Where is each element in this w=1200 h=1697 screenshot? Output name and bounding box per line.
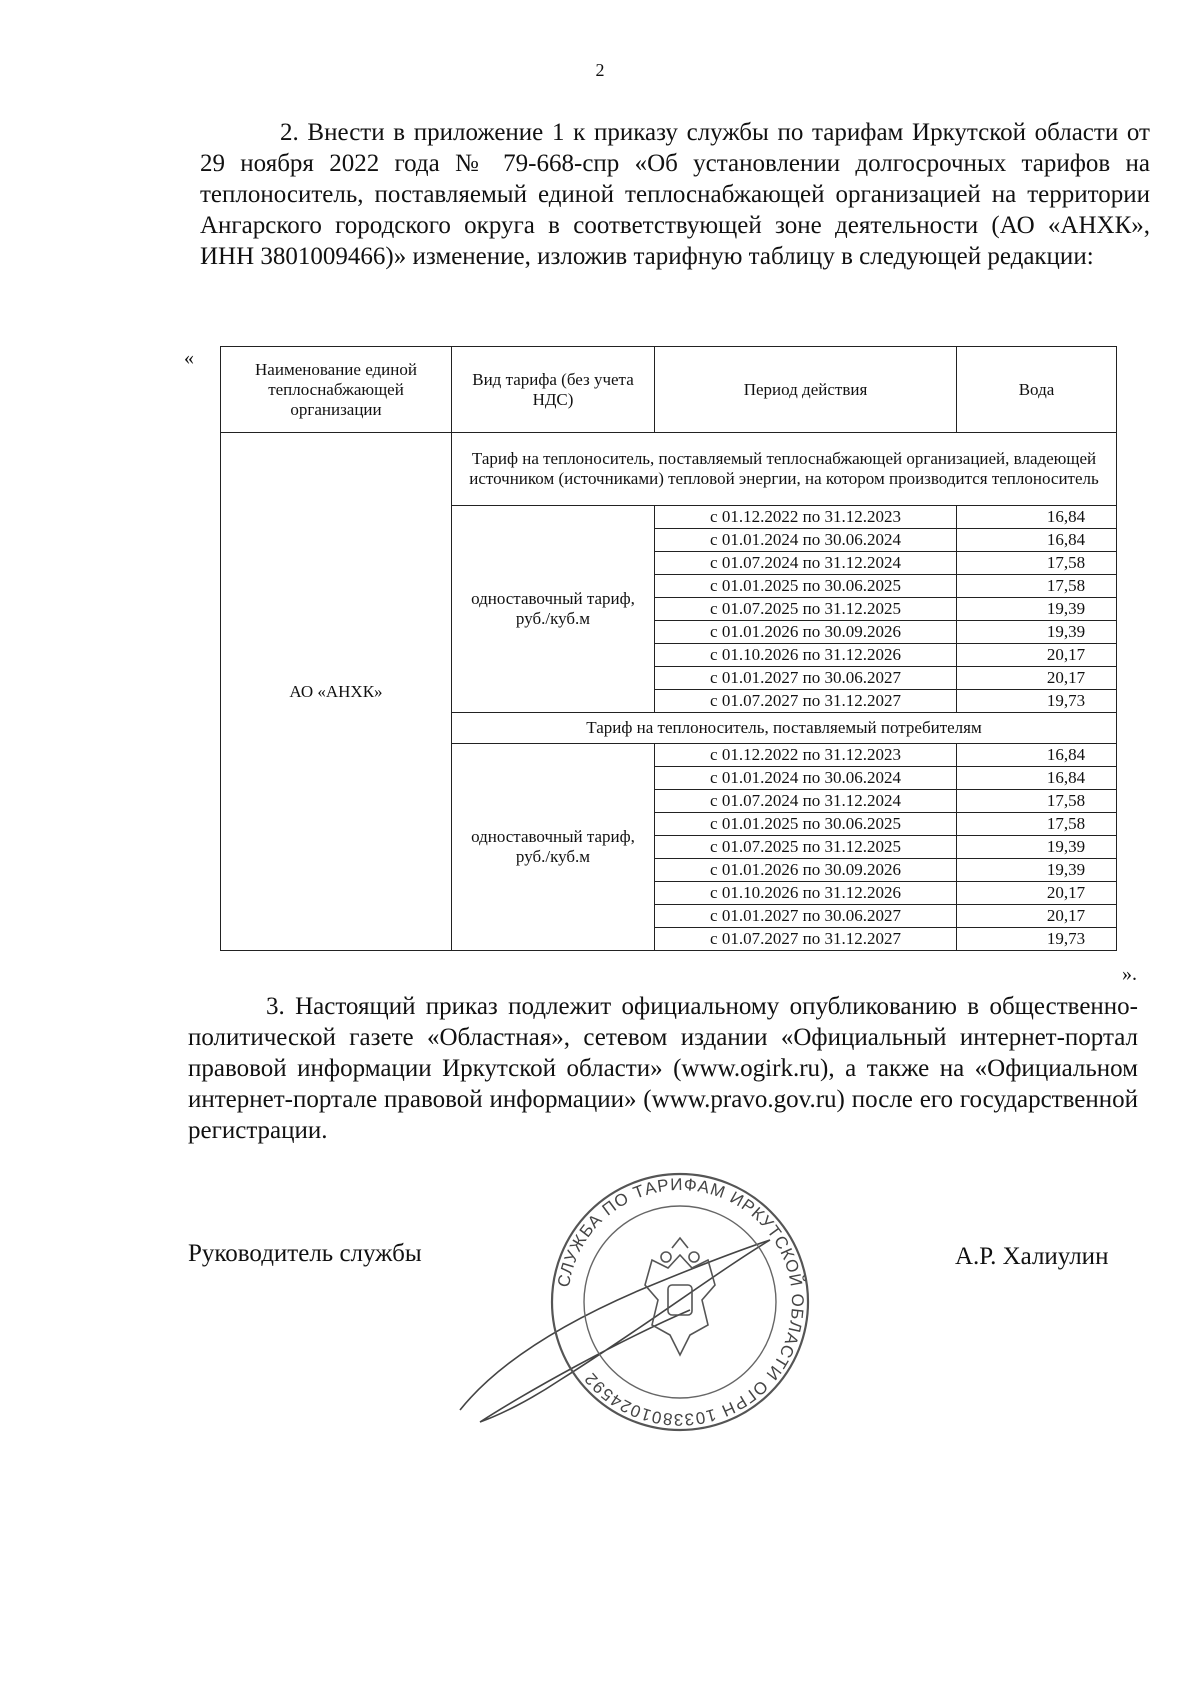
period-cell: с 01.12.2022 по 31.12.2023 (655, 506, 957, 529)
period-cell: с 01.10.2026 по 31.12.2026 (655, 644, 957, 667)
tariff-type-cell: одноставочный тариф, руб./куб.м (452, 744, 655, 951)
value-cell: 16,84 (1046, 507, 1086, 526)
tariff-table (220, 346, 1117, 951)
signatory-name: А.Р. Халиулин (955, 1243, 1109, 1270)
value-cell: 17,58 (1046, 576, 1086, 595)
value-cell: 17,58 (1046, 814, 1086, 833)
value-cell: 19,39 (1046, 837, 1086, 856)
value-cell: 19,73 (1046, 929, 1086, 948)
tariff-type-cell: одноставочный тариф, руб./куб.м (452, 506, 655, 713)
header-water: Вода (957, 347, 1117, 433)
value-cell: 16,84 (1046, 530, 1086, 549)
paragraph-2: 2. Внести в приложение 1 к приказу службы по тарифам Иркутской области от 29 ноября 2022 года № 79-668-спр «Об установлении долгосрочных тарифов на теплоноситель, поставляемый единой теплоснабжающей организацией на территории Ангарского городского округа в соответствующей зоне деятельности (АО «АНХК», ИНН 3801009466)» изменение, изложив тарифную таблицу в следующей редакции: (200, 119, 1150, 270)
period-cell: с 01.07.2027 по 31.12.2027 (655, 690, 957, 713)
period-cell: с 01.01.2027 по 30.06.2027 (655, 905, 957, 928)
period-cell: с 01.01.2025 по 30.06.2025 (655, 813, 957, 836)
period-cell: с 01.01.2025 по 30.06.2025 (655, 575, 957, 598)
eagle-emblem-icon (645, 1238, 715, 1355)
paragraph-3: 3. Настоящий приказ подлежит официальному опубликованию в общественно-политической газете «Областная», сетевом издании «Официальный интернет-портал правовой информации Иркутской области» (www.ogirk.ru), а также на «Официальном интернет-портале правовой информации» (www.pravo.gov.ru) после его государственной регистрации. (188, 993, 1138, 1144)
value-cell: 20,17 (1046, 668, 1086, 687)
period-cell: с 01.10.2026 по 31.12.2026 (655, 882, 957, 905)
value-cell: 16,84 (1046, 745, 1086, 764)
section-title: Тариф на теплоноситель, поставляемый теплоснабжающей организацией, владеющей источником (источниками) тепловой энергии, на котором производится теплоноситель (452, 433, 1117, 506)
closing-quote: ». (1122, 963, 1137, 985)
period-cell: с 01.01.2026 по 30.09.2026 (655, 621, 957, 644)
signatory-position: Руководитель службы (188, 1240, 422, 1267)
period-cell: с 01.01.2026 по 30.09.2026 (655, 859, 957, 882)
period-cell: с 01.01.2024 по 30.06.2024 (655, 767, 957, 790)
header-org: Наименование единой теплоснабжающей организации (221, 347, 452, 433)
period-cell: с 01.01.2024 по 30.06.2024 (655, 529, 957, 552)
org-name-cell: АО «АНХК» (221, 433, 452, 951)
value-cell: 19,73 (1046, 691, 1086, 710)
official-seal-icon (440, 1160, 880, 1440)
page-number: 2 (595, 60, 605, 80)
period-cell: с 01.12.2022 по 31.12.2023 (655, 744, 957, 767)
value-cell: 19,39 (1046, 860, 1086, 879)
period-cell: с 01.07.2024 по 31.12.2024 (655, 790, 957, 813)
period-cell: с 01.01.2027 по 30.06.2027 (655, 667, 957, 690)
header-tariff-type: Вид тарифа (без учета НДС) (452, 347, 655, 433)
svg-text:СЛУЖБА ПО ТАРИФАМ ИРКУТСКОЙ ОБ (554, 1175, 807, 1429)
header-period: Период действия (655, 347, 957, 433)
value-cell: 17,58 (1046, 553, 1086, 572)
period-cell: с 01.07.2025 по 31.12.2025 (655, 598, 957, 621)
value-cell: 16,84 (1046, 768, 1086, 787)
period-cell: с 01.07.2025 по 31.12.2025 (655, 836, 957, 859)
seal-text: СЛУЖБА ПО ТАРИФАМ ИРКУТСКОЙ ОБЛАСТИ ОГРН 1033801024592 (553, 1174, 808, 1430)
value-cell: 20,17 (1046, 645, 1086, 664)
period-cell: с 01.07.2027 по 31.12.2027 (655, 928, 957, 951)
value-cell: 17,58 (1046, 791, 1086, 810)
value-cell: 20,17 (1046, 883, 1086, 902)
period-cell: с 01.07.2024 по 31.12.2024 (655, 552, 957, 575)
value-cell: 19,39 (1046, 622, 1086, 641)
opening-quote: « (184, 347, 194, 369)
value-cell: 19,39 (1046, 599, 1086, 618)
section-title: Тариф на теплоноситель, поставляемый потребителям (452, 713, 1117, 744)
value-cell: 20,17 (1046, 906, 1086, 925)
